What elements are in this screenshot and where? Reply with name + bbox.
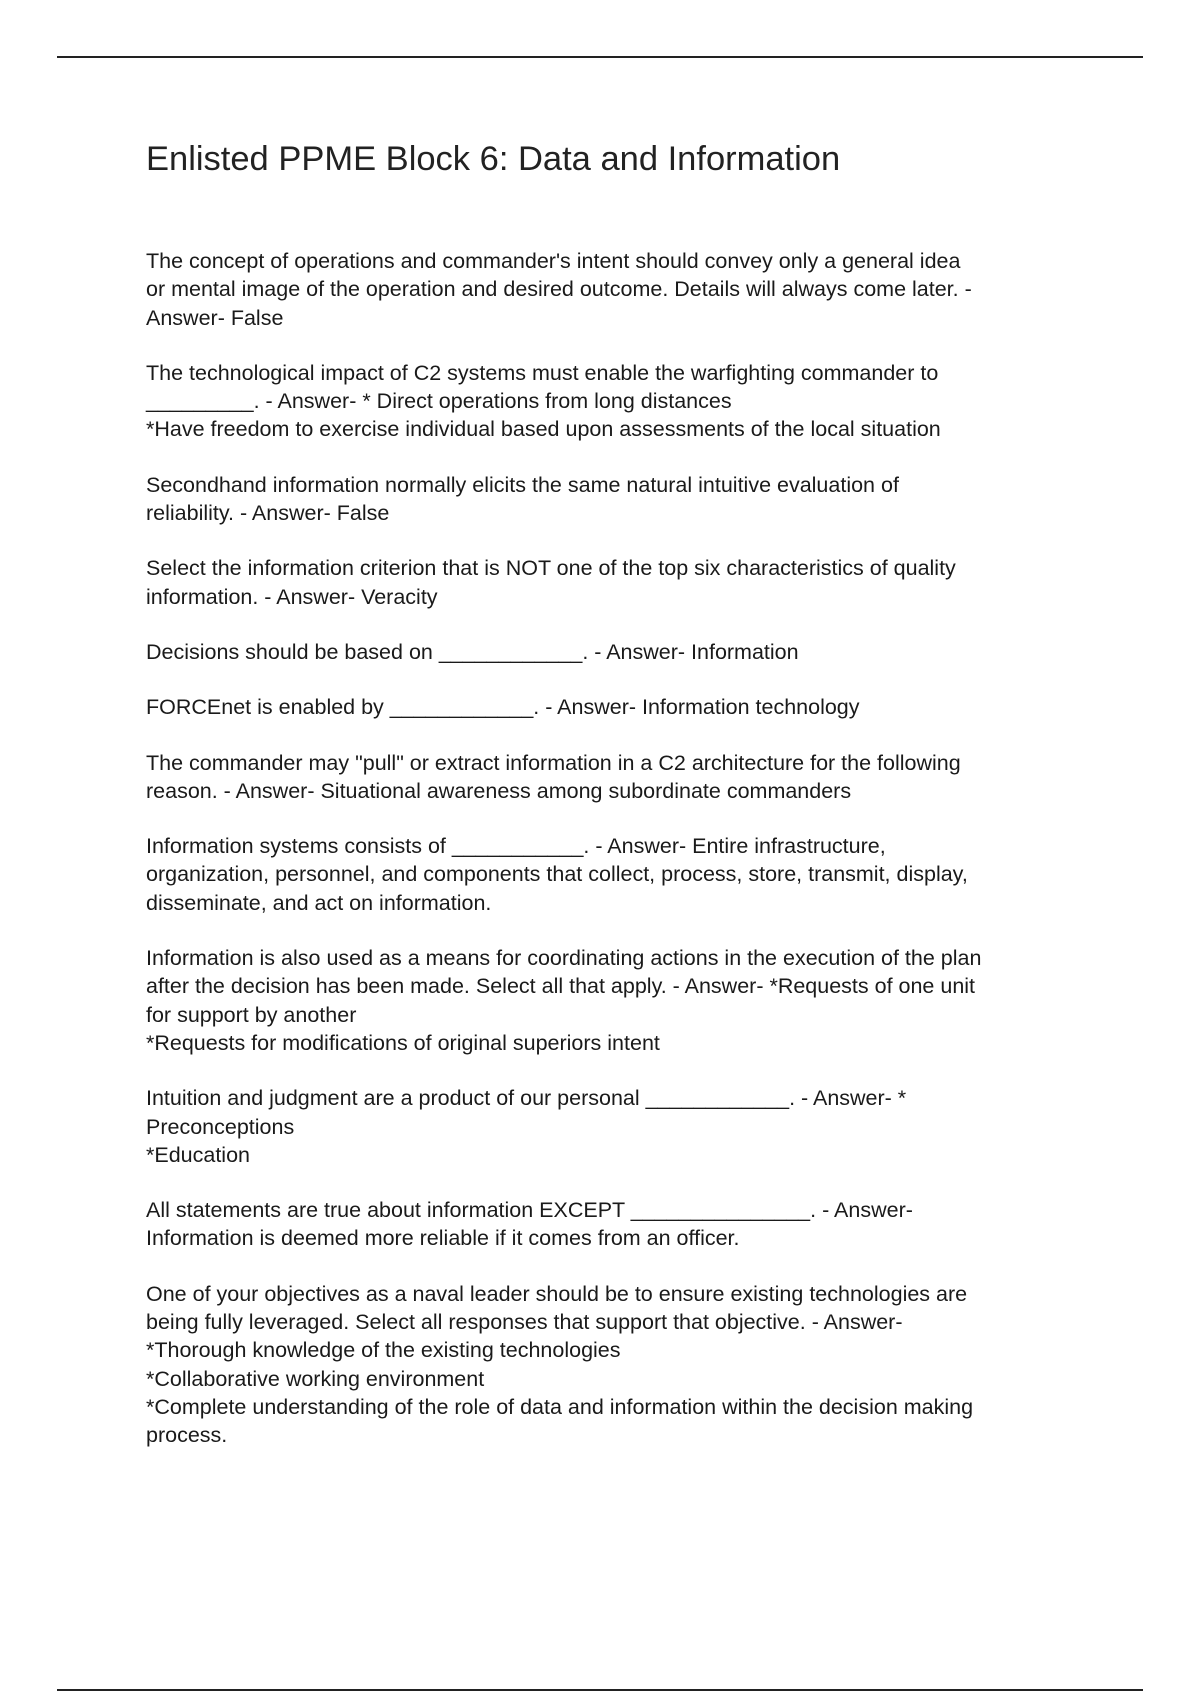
- qa-line: reliability. - Answer- False: [146, 501, 390, 526]
- qa-line: information. - Answer- Veracity: [146, 584, 438, 609]
- qa-item: [146, 749, 1096, 806]
- qa-item: [146, 1196, 1096, 1253]
- document-title: Enlisted PPME Block 6: Data and Information: [146, 140, 841, 178]
- qa-item: [146, 1084, 1096, 1169]
- qa-line: Select the information criterion that is NOT one of the top six characteristics of quality: [146, 556, 956, 581]
- qa-item: [146, 944, 1096, 1057]
- qa-line: reason. - Answer- Situational awareness among subordinate commanders: [146, 778, 852, 803]
- qa-line: after the decision has been made. Select all that apply. - Answer- *Requests of one unit: [146, 974, 976, 999]
- qa-line: organization, personnel, and components that collect, process, store, transmit, display,: [146, 862, 968, 887]
- qa-line: Secondhand information normally elicits the same natural intuitive evaluation of: [146, 472, 899, 497]
- bottom-rule: [57, 1689, 1143, 1691]
- qa-line: process.: [146, 1423, 228, 1448]
- qa-item: [146, 554, 1096, 611]
- qa-line: *Thorough knowledge of the existing technologies: [146, 1338, 621, 1363]
- qa-line: Information is deemed more reliable if it comes from an officer.: [146, 1226, 740, 1251]
- qa-line: Information systems consists of ___________. - Answer- Entire infrastructure,: [146, 834, 886, 859]
- qa-item: [146, 832, 1096, 917]
- qa-item: [146, 693, 1096, 721]
- qa-line: *Have freedom to exercise individual based upon assessments of the local situation: [146, 417, 941, 442]
- qa-line: for support by another: [146, 1002, 357, 1027]
- qa-line: One of your objectives as a naval leader should be to ensure existing technologies are: [146, 1281, 968, 1306]
- qa-item: [146, 638, 1096, 666]
- qa-line: Intuition and judgment are a product of our personal ____________. - Answer- *: [146, 1086, 907, 1111]
- qa-line: being fully leveraged. Select all responses that support that objective. - Answer-: [146, 1310, 903, 1335]
- qa-line: *Complete understanding of the role of data and information within the decision making: [146, 1394, 974, 1419]
- qa-line: The concept of operations and commander's intent should convey only a general idea: [146, 249, 961, 273]
- qa-item: [146, 1280, 1096, 1450]
- qa-line: or mental image of the operation and desired outcome. Details will always come later. -: [146, 277, 972, 302]
- qa-line: *Requests for modifications of original superiors intent: [146, 1030, 660, 1055]
- qa-line: _________. - Answer- * Direct operations from long distances: [146, 389, 732, 414]
- top-rule: [57, 56, 1143, 58]
- qa-line: *Collaborative working environment: [146, 1366, 485, 1391]
- qa-line: disseminate, and act on information.: [146, 890, 492, 915]
- qa-line: Information is also used as a means for coordinating actions in the execution of the plan: [146, 946, 982, 971]
- qa-line: Preconceptions: [146, 1114, 295, 1139]
- qa-line: *Education: [146, 1142, 250, 1167]
- qa-item: [146, 247, 1096, 332]
- qa-line: The commander may "pull" or extract information in a C2 architecture for the following: [146, 750, 961, 775]
- qa-line: The technological impact of C2 systems must enable the warfighting commander to: [146, 360, 939, 385]
- qa-item: [146, 359, 1096, 444]
- qa-item: [146, 471, 1096, 528]
- qa-line: FORCEnet is enabled by ____________. - Answer- Information technology: [146, 695, 860, 720]
- qa-line: All statements are true about information EXCEPT _______________. - Answer-: [146, 1198, 913, 1223]
- document-body: [146, 140, 1096, 1477]
- qa-line: Answer- False: [146, 305, 284, 330]
- qa-line: Decisions should be based on ____________. - Answer- Information: [146, 639, 799, 664]
- qa-list: [146, 247, 1096, 1450]
